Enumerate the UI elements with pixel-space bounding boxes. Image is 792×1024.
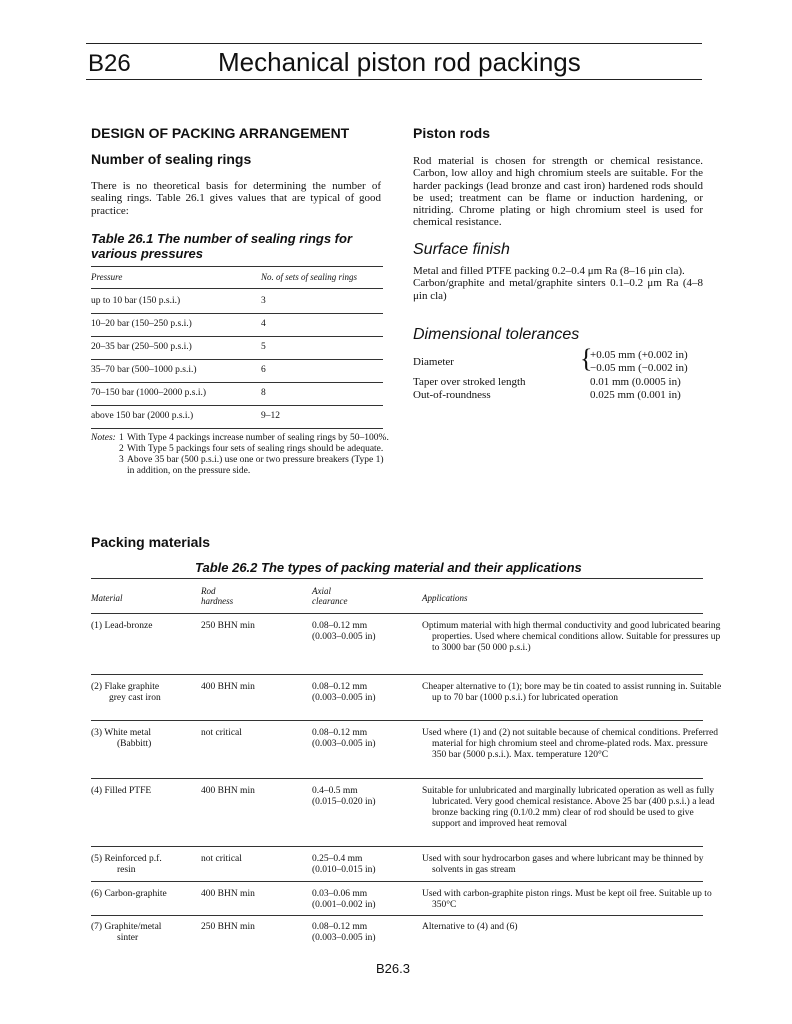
table2-row-rule [91, 846, 703, 847]
table2-header-axial-clearance [312, 586, 347, 606]
table1-header-rule [91, 288, 383, 289]
material-name: (1) Lead-bronze [91, 621, 153, 631]
clearance-in: (0.015–0.020 in) [312, 797, 376, 807]
material-name-cont: grey cast iron [109, 693, 161, 703]
brace-symbol: { [580, 344, 593, 373]
material-name: (3) White metal [91, 728, 151, 738]
table2-row-material [91, 889, 167, 900]
table2-row-application: Used with sour hydrocarbon gases and where lubricant may be thinned by solvents in gas stream [422, 854, 704, 875]
table1-notes [91, 433, 391, 477]
table1-bottom-rule [91, 428, 383, 429]
clearance-mm: 0.08–0.12 mm [312, 728, 368, 738]
table2-row-hardness: 250 BHN min [201, 621, 255, 631]
table2-row-application: Optimum material with high thermal conductivity and good lubricated bearing properties. Used where chemical conditions allow. Suitable for pressures up to 3000 bar (50 000 p.s.i.) [422, 621, 721, 653]
table1-header-sets: No. of sets of sealing rings [261, 272, 358, 282]
out-of-roundness-label: Out-of-roundness [413, 389, 491, 401]
header-top-rule [86, 43, 702, 44]
note-number: 1 [119, 433, 124, 443]
clearance-in: (0.003–0.005 in) [312, 693, 376, 703]
note-text: With Type 5 packings four sets of sealing rings should be adequate. [127, 444, 384, 454]
table2-header-hardness: hardness [201, 596, 234, 606]
table2-row-material [91, 922, 161, 944]
note-text: Above 35 bar (500 p.s.i.) use one or two pressure breakers (Type 1) in addition, on the pressure side. [127, 455, 384, 476]
table2-header-rule [91, 613, 703, 614]
packing-materials-heading: Packing materials [91, 534, 211, 550]
table1-row-pressure: 70–150 bar (1000–2000 p.s.i.) [91, 388, 207, 398]
table2-row-hardness: not critical [201, 854, 242, 864]
clearance-mm: 0.08–0.12 mm [312, 682, 368, 692]
clearance-mm: 0.25–0.4 mm [312, 854, 363, 864]
table2-row-clearance [312, 922, 376, 944]
surface-finish-text [413, 265, 703, 302]
piston-rods-heading: Piston rods [413, 125, 491, 141]
clearance-in: (0.003–0.005 in) [312, 933, 376, 943]
table2-row-hardness: 400 BHN min [201, 682, 255, 692]
table2-row-material [91, 621, 152, 632]
table1-row-sets: 6 [261, 365, 266, 375]
surface-finish-heading: Surface finish [413, 241, 510, 258]
table2-row-clearance [312, 889, 376, 911]
table2-header-material: Material [91, 593, 123, 603]
clearance-in: (0.003–0.005 in) [312, 632, 376, 642]
piston-rods-paragraph: Rod material is chosen for strength or chemical resistance. Carbon, low alloy and high chromium steels are suitable. For the harder packings (lead bronze and cast iron) hardened rods should be used; treatment can be flame or induction hardening, or nitriding. Chrome plating or high chromium steel is used for chemical resistance. [413, 155, 703, 229]
table2-row-hardness: 400 BHN min [201, 786, 255, 796]
table1-row-rule [91, 382, 383, 383]
table2-row-rule [91, 881, 703, 882]
material-name-cont: sinter [117, 933, 139, 943]
table1-row-sets: 5 [261, 342, 266, 352]
table1-row-sets: 4 [261, 319, 266, 329]
header-bottom-rule [86, 79, 702, 80]
table2-row-application: Used where (1) and (2) not suitable because of chemical conditions. Preferred material for high chromium steel and chrome-plated rods. Max. pressure 350 bar (5000 p.s.i.). Max. temperature 120°C [422, 728, 718, 760]
table2-row-material [91, 854, 162, 876]
table2-row-clearance [312, 682, 376, 704]
table1-row-sets: 3 [261, 296, 266, 306]
table2-row-clearance [312, 786, 376, 808]
note-text: With Type 4 packings increase number of sealing rings by 50–100%. [127, 433, 389, 443]
table2-header-rod: Rod [201, 586, 216, 596]
table1-caption-line2: various pressures [91, 246, 204, 261]
table2-row-rule [91, 720, 703, 721]
table2-row-hardness: 400 BHN min [201, 889, 255, 899]
surface-finish-line2: Carbon/graphite and metal/graphite sinters 0.1–0.2 μm Ra (4–8 μin cla) [413, 277, 703, 302]
table2-row-material [91, 728, 151, 750]
material-name: (7) Graphite/metal [91, 922, 162, 932]
table1-row-rule [91, 359, 383, 360]
diameter-plus: +0.05 mm (+0.002 in) [590, 349, 688, 361]
table2-row-application: Used with carbon-graphite piston rings. Must be kept oil free. Suitable up to 350°C [422, 889, 712, 910]
table2-row-clearance [312, 621, 376, 643]
table1-row-pressure: 35–70 bar (500–1000 p.s.i.) [91, 365, 197, 375]
table1-row-rule [91, 405, 383, 406]
clearance-mm: 0.08–0.12 mm [312, 922, 368, 932]
table1-row-pressure: 10–20 bar (150–250 p.s.i.) [91, 319, 192, 329]
table2-header-axial: Axial [312, 586, 331, 596]
table1-row-sets: 8 [261, 388, 266, 398]
diameter-minus: −0.05 mm (−0.002 in) [590, 362, 688, 374]
taper-label: Taper over stroked length [413, 376, 526, 388]
section-code: B26 [88, 50, 131, 77]
dimensional-tolerances-heading: Dimensional tolerances [413, 326, 580, 343]
note-number: 3 [119, 455, 124, 465]
subheading-sealing-rings: Number of sealing rings [91, 151, 252, 167]
table2-row-clearance [312, 854, 376, 876]
table1-row-pressure: up to 10 bar (150 p.s.i.) [91, 296, 181, 306]
clearance-mm: 0.4–0.5 mm [312, 786, 358, 796]
table1-row-rule [91, 336, 383, 337]
page-title: Mechanical piston rod packings [218, 47, 581, 77]
taper-value: 0.01 mm (0.0005 in) [590, 376, 681, 388]
table1-caption [91, 231, 391, 261]
page-number: B26.3 [376, 961, 410, 976]
table2-row-rule [91, 915, 703, 916]
material-name: (6) Carbon-graphite [91, 889, 167, 899]
table2-header-clearance: clearance [312, 596, 348, 606]
material-name: (2) Flake graphite [91, 682, 160, 692]
clearance-in: (0.003–0.005 in) [312, 739, 376, 749]
note-number: 2 [119, 444, 124, 454]
table-packing-materials [91, 578, 722, 950]
table2-header-applications: Applications [422, 593, 468, 603]
table1-top-rule [91, 266, 383, 267]
table2-top-rule [91, 578, 703, 579]
table2-row-material [91, 682, 161, 704]
table2-row-hardness: 250 BHN min [201, 922, 255, 932]
section-heading: DESIGN OF PACKING ARRANGEMENT [91, 125, 350, 141]
clearance-mm: 0.08–0.12 mm [312, 621, 368, 631]
table2-row-application: Cheaper alternative to (1); bore may be tin coated to assist running in. Suitable up to 70 bar (1000 p.s.i.) for lubricated operation [422, 682, 722, 703]
clearance-in: (0.001–0.002 in) [312, 900, 376, 910]
intro-paragraph: There is no theoretical basis for determining the number of sealing rings. Table 26.1 gives values that are typical of good practice: [91, 180, 381, 217]
clearance-in: (0.010–0.015 in) [312, 865, 376, 875]
clearance-mm: 0.03–0.06 mm [312, 889, 368, 899]
table1-caption-line1: Table 26.1 The number of sealing rings for [91, 231, 353, 246]
table1-row-pressure: 20–35 bar (250–500 p.s.i.) [91, 342, 192, 352]
table2-row-material [91, 786, 151, 797]
material-name: (5) Reinforced p.f. [91, 854, 162, 864]
table1-header-pressure: Pressure [91, 272, 123, 282]
table1-row-sets: 9–12 [261, 411, 280, 421]
table2-row-rule [91, 674, 703, 675]
material-name-cont: resin [117, 865, 136, 875]
surface-finish-line1: Metal and filled PTFE packing 0.2–0.4 μm Ra (8–16 μin cla). [413, 265, 685, 277]
table1-row-pressure: above 150 bar (2000 p.s.i.) [91, 411, 194, 421]
diameter-label: Diameter [413, 356, 454, 368]
table2-row-clearance [312, 728, 376, 750]
material-name: (4) Filled PTFE [91, 786, 152, 796]
notes-label: Notes: [91, 433, 116, 443]
table2-row-application: Alternative to (4) and (6) [422, 922, 518, 932]
table2-row-rule [91, 778, 703, 779]
table2-header-rod-hardness [201, 586, 233, 606]
out-of-roundness-value: 0.025 mm (0.001 in) [590, 389, 681, 401]
table2-row-hardness: not critical [201, 728, 242, 738]
material-name-cont: (Babbitt) [117, 739, 152, 749]
table1-row-rule [91, 313, 383, 314]
table2-caption: Table 26.2 The types of packing material and their applications [195, 560, 582, 575]
table2-row-application: Suitable for unlubricated and marginally lubricated operation as well as fully lubricated. Very good chemical resistance. Above 25 bar (400 p.s.i.) a lead bronze backing ring (0.1/0.2 mm) clear of rod should be used to give support and improved heat removal [422, 786, 715, 829]
